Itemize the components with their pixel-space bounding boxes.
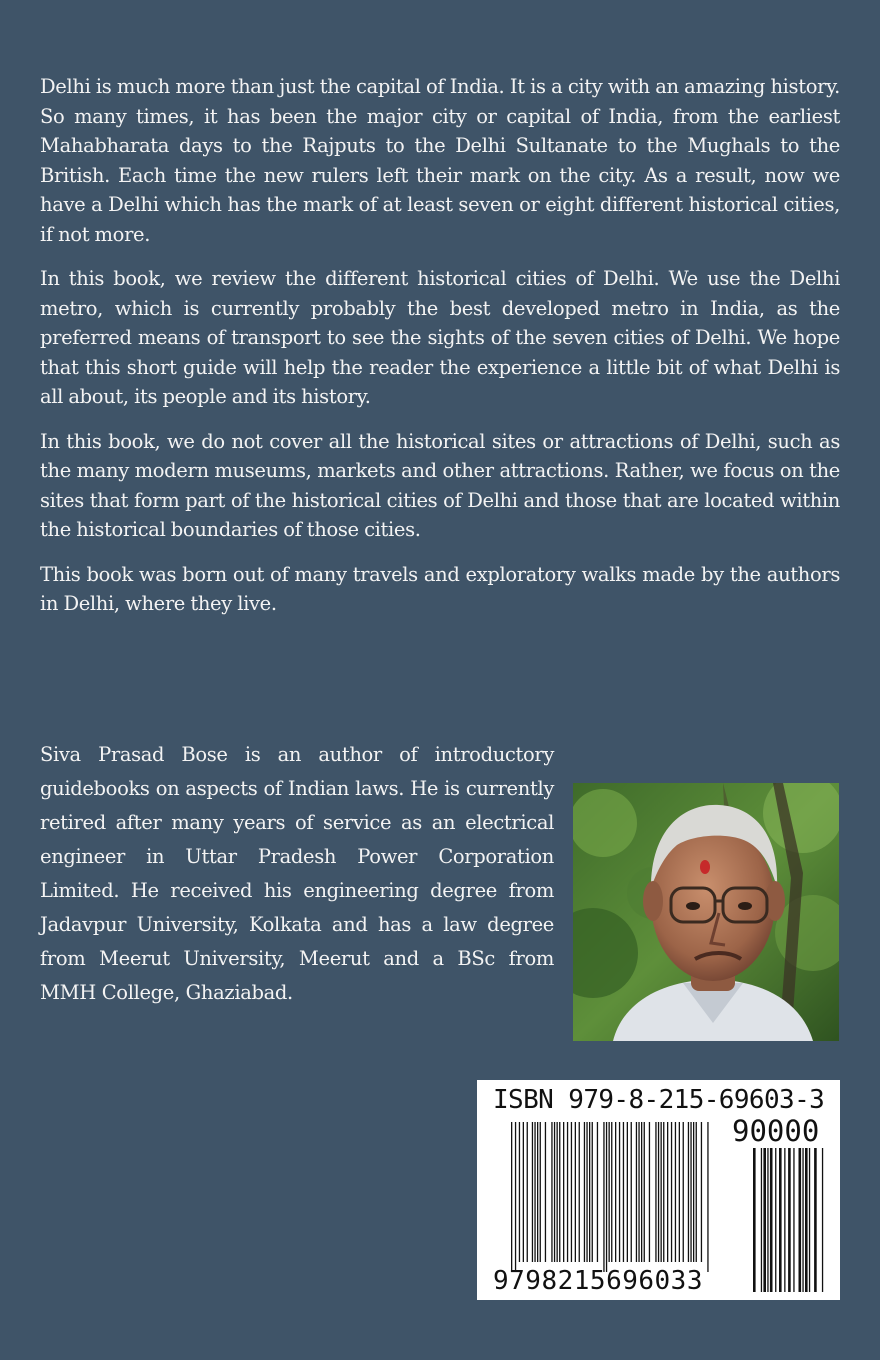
barcode-bar [649,1122,650,1262]
blurb-paragraph-3: In this book, we do not cover all the historical sites or attractions of Delhi, such as the many modern museums, markets and other attractions. Rather, we focus on the sites that form part of the historical cities of Delhi and those that are located within the historical boundaries of those cities. [40,429,840,541]
barcode-bar [545,1122,546,1262]
barcode-bar [631,1122,632,1262]
barcode-bar [799,1148,802,1292]
author-bio: Siva Prasad Bose is an author of introductory guidebooks on aspects of Indian laws. He is currently retired after many years of service as an electrical engineer in Uttar Pradesh Power Corporation Limited. He received his engineering degree from Jadavpur University, Kolkata and has a law degree from Meerut University, Meerut and a BSc from MMH College, Ghaziabad. [40,743,554,1004]
barcode-bar [551,1122,552,1262]
barcode-bar [779,1148,782,1292]
barcode-bar [579,1122,580,1262]
barcode-bar [784,1148,785,1292]
barcode-bar [690,1122,691,1262]
barcode-bar [554,1122,555,1262]
barcode-bar [641,1122,642,1262]
barcode-bar [592,1122,593,1262]
barcode-bar [688,1122,689,1262]
barcode-bar [584,1122,585,1262]
barcode-bar [571,1122,572,1262]
barcode-bar [527,1122,528,1262]
barcode-bar [611,1122,612,1262]
barcode-bar [809,1148,810,1292]
barcode-bar [586,1122,587,1262]
price-code: 90000 [732,1114,820,1148]
barcode-bar [644,1122,645,1262]
barcode-bar [623,1122,624,1262]
ean-digits: 9798215696033 [493,1266,703,1296]
barcode-bar [638,1122,639,1262]
barcode-bar [661,1122,662,1262]
barcode-bar [763,1148,766,1292]
blurb-paragraph-1: Delhi is much more than just the capital of India. It is a city with an amazing history. So many times, it has been the major city or capital of India, from the earliest Mahabharata days to the Rajputs to the Delhi Sultanate to the Mughals to the British. Each time the new rulers left their mark on the city. As a result, now we have a Delhi which has the mark of at least seven or eight different historical cities, if not more. [40,75,840,246]
barcode-bar [532,1122,533,1262]
barcode-bar [805,1148,808,1292]
barcode-bar [589,1122,590,1262]
barcode-bar [767,1148,768,1292]
ean-bars [511,1122,709,1272]
barcode-bar [636,1122,637,1262]
barcode-bar [793,1148,794,1292]
barcode-bar [814,1148,817,1292]
barcode-bar [619,1122,620,1262]
barcode-bar [679,1122,680,1262]
barcode-bar [627,1122,628,1262]
isbn-label: ISBN 979-8-215-69603-3 [493,1085,825,1115]
barcode-bar [675,1122,676,1262]
barcode-bar [802,1148,803,1292]
barcode-bar [753,1148,756,1292]
author-photo [573,783,839,1041]
barcode-bar [609,1122,610,1262]
barcode-bar [540,1122,541,1262]
barcode-bar [701,1122,702,1262]
book-blurb [40,72,840,634]
barcode-bar [667,1122,668,1262]
isbn-barcode [477,1080,840,1300]
barcode-bar [822,1148,823,1292]
blurb-paragraph-4: This book was born out of many travels and exploratory walks made by the authors in Delhi, where they live. [40,562,840,615]
barcode-bar [761,1148,762,1292]
barcode-bar [707,1122,708,1272]
barcode-bar [775,1148,776,1292]
barcode-bar [615,1122,616,1262]
barcode-bar [567,1122,568,1262]
barcode-bar [788,1148,791,1292]
barcode-bar [683,1122,684,1262]
barcode-bar [606,1122,607,1272]
barcode-bar [671,1122,672,1262]
barcode-bar [523,1122,524,1262]
barcode-bar [770,1148,773,1292]
barcode-bar [559,1122,560,1262]
barcode-bar [655,1122,656,1262]
barcode-bar [658,1122,659,1262]
barcode-bar [693,1122,694,1262]
barcode-bar [557,1122,558,1262]
price-addon-bars [753,1148,823,1292]
barcode-bar [511,1122,512,1272]
barcode-bar [563,1122,564,1262]
barcode-bar [603,1122,604,1272]
barcode-bar [575,1122,576,1262]
barcode-bar [696,1122,697,1262]
barcode-bar [663,1122,664,1262]
barcode-bar [597,1122,598,1262]
blurb-paragraph-2: In this book, we review the different historical cities of Delhi. We use the Delhi metro, which is currently probably the best developed metro in India, as the preferred means of transport to see the sights of the seven cities of Delhi. We hope that this short guide will help the reader the experience a little bit of what Delhi is all about, its people and its history. [40,267,840,408]
barcode-bar [515,1122,516,1272]
barcode-bar [519,1122,520,1262]
barcode-bar [534,1122,535,1262]
barcode-bar [537,1122,538,1262]
